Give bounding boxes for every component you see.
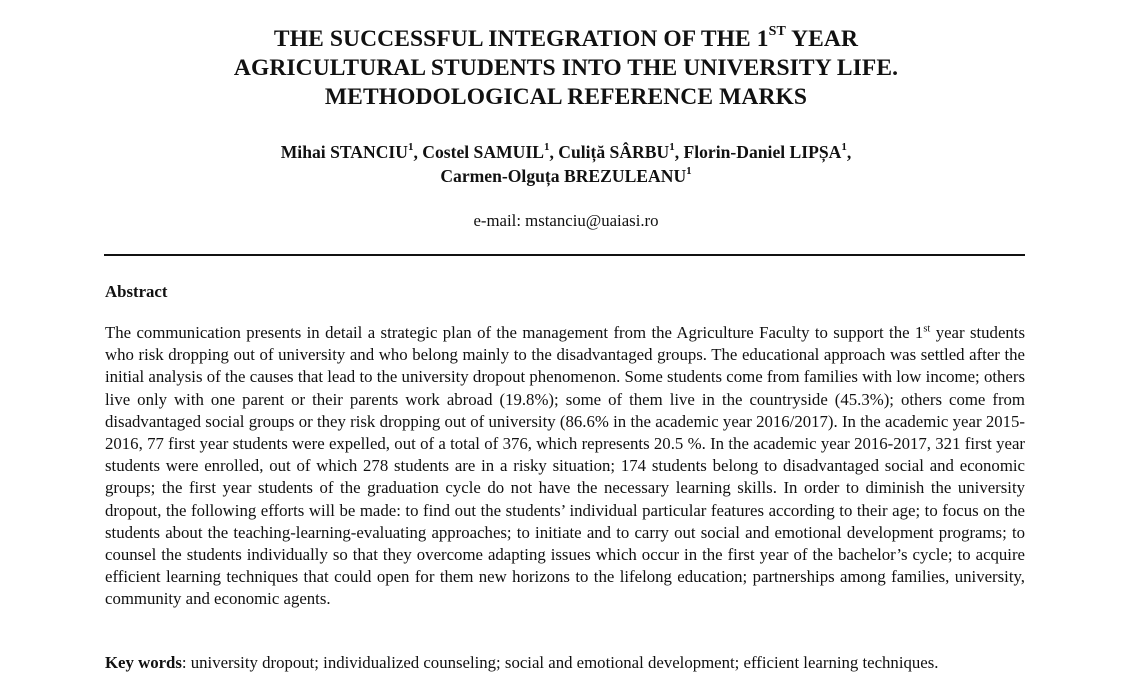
title-line-2: AGRICULTURAL STUDENTS INTO THE UNIVERSITY LIFE. [233,55,899,81]
author-list [0,140,1126,188]
author-name: Culiță SÂRBU [558,142,670,162]
abstract-ordinal-suffix: st [923,323,931,335]
author-separator: , [846,142,852,162]
keywords-label: Key words [105,653,182,672]
title-line-1-end: YEAR [785,26,859,52]
author-separator: , [549,142,559,162]
abstract-heading: Abstract [105,282,168,301]
author-name: Costel SAMUIL [422,142,544,162]
author-line-1 [0,140,1126,164]
author-affiliation: 1 [669,141,675,154]
keywords-text: : university dropout; individualized counseling; social and emotional development; efficient learning techniques. [181,653,939,672]
author-affiliation: 1 [841,141,847,154]
author-name: Carmen-Olguța BREZULEANU [440,166,687,186]
author-line-2 [0,164,1126,188]
author-separator: , [674,142,684,162]
author-separator: , [413,142,423,162]
abstract-text-rest: year students who risk dropping out of university and who belong mainly to the disadvantaged groups. The educational approach was settled after the initial analysis of the causes that lead to the university dropout phenomenon. Some students come from families with low income; others live only with one parent or their parents work abroad (19.8%); some of them live in the countryside (45.3%); others come from disadvantaged social groups or they risk dropping out of university (86.6% in the academic year 2016/2017). In the academic year 2015-2016, 77 first year students were expelled, out of a total of 376, which represents 20.5 %. In the academic year 2016-2017, 321 first year students were enrolled, out of which 278 students are in a risky situation; 174 students belong to disadvantaged social and economic groups; the first year students of the graduation cycle do not have the necessary learning skills. In order to diminish the university dropout, the following efforts will be made: to find out the students’ individual particular features according to their age; to focus on the students about the teaching-learning-evaluating approaches; to initiate and to carry out social and emotional development programs; to counsel the students individually so that they overcome adapting issues which occur in the first year of the bachelor’s cycle; to acquire efficient learning techniques that could open for them new horizons to the lifelong education; partnerships among families, university, community and economic agents. [105,323,1025,609]
author-name: Florin-Daniel LIPȘA [683,142,842,162]
keywords-paragraph [105,652,1025,674]
author-affiliation: 1 [407,141,414,154]
paper-title [0,25,1126,112]
title-line-3: METHODOLOGICAL REFERENCE MARKS [324,84,808,110]
author-affiliation: 1 [543,141,550,154]
title-line-1-text: THE SUCCESSFUL INTEGRATION OF THE 1 [273,26,769,52]
section-divider [104,254,1025,256]
abstract-text-start: The communication presents in detail a strategic plan of the management from the Agriculture Faculty to support the 1 [105,323,924,342]
title-ordinal-suffix: ST [768,24,786,40]
abstract-body [105,322,1025,611]
author-affiliation: 1 [686,165,692,178]
contact-email: e-mail: mstanciu@uaiasi.ro [473,211,659,230]
title-line-1 [0,25,1126,54]
author-name: Mihai STANCIU [280,142,408,162]
